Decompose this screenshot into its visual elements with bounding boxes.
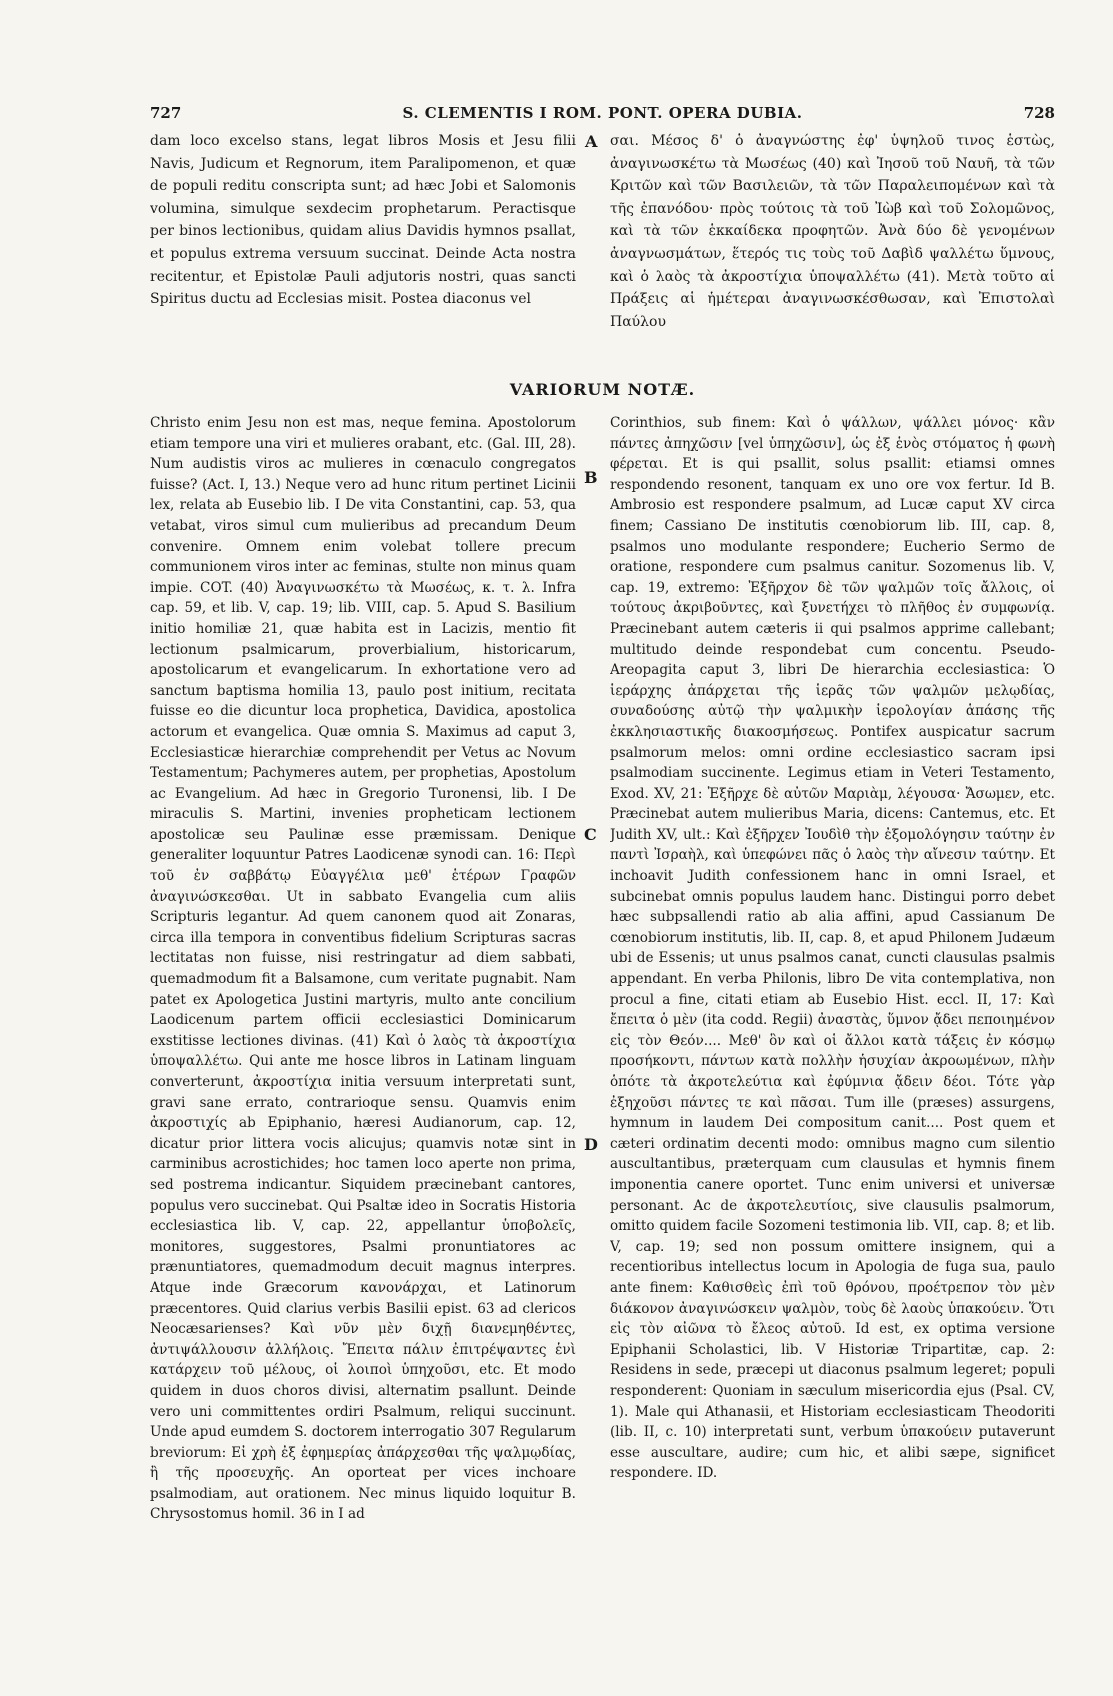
greek-text-column: [610, 130, 1055, 366]
greek-text: σαι. Μέσος δ' ὁ ἀναγνώστης ἐφ' ὑψηλοῦ τινος ἑστὼς, ἀναγινωσκέτω τὰ Μωσέως (40) καὶ Ἰησοῦ τοῦ Ναυῆ, τὰ τῶν Κριτῶν καὶ τῶν Βασιλειῶν, τὰ τῶν Παραλειπομένων καὶ τὰ τῆς ἐπανόδου· πρὸς τούτοις τὰ τοῦ Ἰὼβ καὶ τοῦ Σολομῶνος, καὶ τὰ τῶν ἑκκαίδεκα προφητῶν. Ἀνὰ δύο δὲ γενομένων ἀναγνωσμάτων, ἕτερός τις τοὺς τοῦ Δαβὶδ ψαλλέτω ὕμνους, καὶ ὁ λαὸς τὰ ἀκροστίχια ὑποψαλλέτω (41). Μετὰ τοῦτο αἱ Πράξεις αἱ ἡμέτεραι ἀναγινωσκέσθωσαν, καὶ Ἐπιστολαὶ Παύλου: [610, 133, 1055, 330]
margin-letter-b: B: [584, 468, 598, 487]
margin-letter-a: A: [585, 132, 598, 151]
notes-right-column: [610, 413, 1055, 1585]
running-title: S. CLEMENTIS I ROM. PONT. OPERA DUBIA.: [402, 104, 803, 122]
running-header: [150, 104, 1055, 126]
latin-text: dam loco excelso stans, legat libros Mosis et Jesu filii Navis, Judicum et Regnorum, item Paralipomenon, et quæ de populi reditu conscripta sunt; ad hæc Jobi et Salomonis volumina, simulque sexdecim prophetarum. Peractisque per binos lectionibus, quidam alius Davidis hymnos psallat, et populus extrema versuum succinat. Deinde Acta nostra recitentur, et Epistolæ Pauli adjutoris nostri, quas sancti Spiritus ductu ad Ecclesias misit. Postea diaconus vel: [150, 133, 576, 308]
notes-left-text: Christo enim Jesu non est mas, neque femina. Apostolorum etiam tempore una viri et mulieres orabant, etc. (Gal. III, 28). Num audistis viros ac mulieres in cœnaculo congregatos fuisse? (Act. I, 13.) Neque vero ad hunc ritum pertinet Licinii lex, relata ab Eusebio lib. I De vita Constantini, cap. 53, qua vetabat, viros simul cum mulieribus ad precandum Deum convenire. Omnem enim volebat tollere precum communionem viros inter ac feminas, stulte non minus quam impie. COT. (40) Ἀναγινωσκέτω τὰ Μωσέως, κ. τ. λ. Infra cap. 59, et lib. V, cap. 19; lib. VIII, cap. 5. Apud S. Basilium initio homiliæ 21, quæ habita est in Lacizis, mentio fit lectionum psalmicarum, proverbialium, historicarum, apostolicarum et evangelicarum. In exhortatione vero ad sanctum baptisma homilia 13, paulo post initium, recitata fuisse eo die dicuntur loca prophetica, Davidica, apostolica actorum et evangelica. Quæ omnia S. Maximus ad caput 3, Ecclesiasticæ hierarchiæ comprehendit per Vetus ac Novum Testamentum; Pachymeres autem, per prophetias, Apostolum ac Evangelium. Ad hæc in Gregorio Turonensi, lib. I De miraculis S. Martini, invenies propheticam lectionem apostolicæ seu Paulinæ esse præmissam. Denique generaliter loquuntur Patres Laodicenæ synodi can. 16: Περὶ τοῦ ἐν σαββάτῳ Εὐαγγέλια μεθ' ἑτέρων Γραφῶν ἀναγινώσκεσθαι. Ut in sabbato Evangelia cum aliis Scripturis legantur. Ad quem canonem quod ait Zonaras, circa illa tempora in conventibus fidelium Scripturas sacras lectitatas non fuisse, nisi restringatur ad diem sabbati, quemadmodum fit a Balsamone, cum veritate pugnabit. Nam patet ex Apologetica Justini martyris, multo ante concilium Laodicenum partem officii ecclesiastici Dominicarum exstitisse lectiones divinas. (41) Καὶ ὁ λαὸς τὰ ἀκροστίχια ὑποψαλλέτω. Qui ante me hosce libros in Latinam linguam converterunt, ἀκροστίχια initia versuum interpretati sunt, gravi sane errato, contrarioque sensu. Quamvis enim ἀκροστιχίς ab Epiphanio, hæresi Audianorum, cap. 12, dicatur prior littera vocis alicujus; quamvis notæ sint in carminibus acrostichides; hoc tamen loco aperte non prima, sed postrema indicantur. Siquidem præcinebant cantores, populus vero succinebat. Qui Psaltæ ideo in Socratis Historia ecclesiastica lib. V, cap. 22, appellantur ὑποβολεῖς, monitores, suggestores, Psalmi pronuntiatores ac prænuntiatores, quemadmodum decuit magnus interpres. Atque inde Græcorum κανονάρχαι, et Latinorum præcentores. Quid clarius verbis Basilii epist. 63 ad clericos Neocæsarienses? Καὶ νῦν μὲν διχῇ διανεμηθέντες, ἀντιψάλλουσιν ἀλλήλοις. Ἔπειτα πάλιν ἐπιτρέψαντες ἑνὶ κατάρχειν τοῦ μέλους, οἱ λοιποὶ ὑπηχοῦσι, etc. Et modo quidem in duos choros divisi, alternatim psallunt. Deinde vero uni committentes ordiri Psalmum, reliqui succinunt. Unde apud eumdem S. doctorem interrogatio 307 Regularum breviorum: Εἰ χρὴ ἐξ ἐφημερίας ἀπάρχεσθαι τῆς ψαλμῳδίας, ἢ τῆς προσευχῆς. An oporteat per vices inchoare psalmodiam, aut orationem. Nec minus liquido loquitur B. Chrysostomus homil. 36 in I ad: [150, 415, 576, 1523]
notes-left-column: [150, 413, 576, 1585]
page-number-left: 727: [150, 104, 182, 122]
latin-text-column: [150, 130, 576, 366]
page-number-right: 728: [1023, 104, 1055, 122]
notes-right-text: Corinthios, sub finem: Καὶ ὁ ψάλλων, ψάλλει μόνος· κἂν πάντες ἀπηχῶσιν [vel ὑπηχῶσιν], ὡς ἐξ ἑνὸς στόματος ἡ φωνὴ φέρεται. Et is qui psallit, solus psallit: etiamsi omnes respondendo resonent, tanquam ex uno ore vox fertur. Id B. Ambrosio est respondere psalmum, ad Lucæ caput XV circa finem; Cassiano De institutis cœnobiorum lib. III, cap. 8, psalmos uno modulante respondere; Eucherio Sermo de oratione, respondere cum psalmus canitur. Sozomenus lib. V, cap. 19, extremo: Ἐξῆρχον δὲ τῶν ψαλμῶν τοῖς ἄλλοις, οἱ τούτους ἀκριβοῦντες, καὶ ξυνετήχει τὸ πλῆθος ἐν συμφωνίᾳ. Præcinebant autem cæteris ii qui psalmos apprime callebant; multitudo deinde respondebat cum concentu. Pseudo-Areopagita caput 3, libri De hierarchia ecclesiastica: Ὁ ἱεράρχης ἀπάρχεται τῆς ἱερᾶς τῶν ψαλμῶν μελῳδίας, συναδούσης αὐτῷ τὴν ψαλμικὴν ἱερολογίαν ἁπάσης τῆς ἐκκλησιαστικῆς διακοσμήσεως. Pontifex auspicatur sacrum psalmorum melos: omni ordine ecclesiastico sacram ipsi psalmodiam succinente. Legimus etiam in Veteri Testamento, Exod. XV, 21: Ἐξῆρχε δὲ αὐτῶν Μαριὰμ, λέγουσα· Ἄσωμεν, etc. Præcinebat autem mulieribus Maria, dicens: Cantemus, etc. Et Judith XV, ult.: Καὶ ἐξῆρχεν Ἰουδὶθ τὴν ἐξομολόγησιν ταύτην ἐν παντὶ Ἰσραὴλ, καὶ ὑπεφώνει πᾶς ὁ λαὸς τὴν αἴνεσιν ταύτην. Et inchoavit Judith confessionem hanc in omni Israel, et subcinebat omnis populus laudem hanc. Distingui porro debet hæc subpsallendi ratio ab alia affini, apud Cassianum De cœnobiorum institutis, lib. II, cap. 8, et apud Philonem Judæum ubi de Essenis; ut unus psalmos canat, cuncti clausulas psalmis appendant. En verba Philonis, libro De vita contemplativa, non procul a fine, citati etiam ab Eusebio Hist. eccl. II, 17: Καὶ ἔπειτα ὁ μὲν (ita codd. Regii) ἀναστὰς, ὕμνον ᾄδει πεποιημένον εἰς τὸν Θεόν.... Μεθ' ὃν καὶ οἱ ἄλλοι κατὰ τάξεις ἐν κόσμῳ προσήκοντι, πάντων κατὰ πολλὴν ἡσυχίαν ἀκροωμένων, πλὴν ὁπότε τὰ ἀκροτελεύτια καὶ ἐφύμνια ᾄδειν δέοι. Τότε γὰρ ἐξηχοῦσι πάντες τε καὶ πᾶσαι. Tum ille (præses) assurgens, hymnum in laudem Dei compositum canit.... Post quem et cæteri ordinatim decenti modo: omnibus magno cum silentio auscultantibus, præterquam cum clausulas et hymnis finem imponentia canere oportet. Tunc enim universi et universæ personant. Ac de ἀκροτελευτίοις, sive clausulis psalmorum, omitto quidem facile Sozomeni testimonia lib. VII, cap. 8; et lib. V, cap. 19; sed non possum omittere insignem, qui a recentioribus intellectus locum in Apologia de fuga sua, paulo ante finem: Καθισθεὶς ἐπὶ τοῦ θρόνου, προέτρεπον τὸν μὲν διάκονον ἀναγινώσκειν ψαλμὸν, τοὺς δὲ λαοὺς ὑπακούειν. Ὅτι εἰς τὸν αἰῶνα τὸ ἔλεος αὐτοῦ. Id est, ex optima versione Epiphanii Scholastici, lib. V Historiæ Tripartitæ, cap. 2: Residens in sede, præcepi ut diaconus psalmum legeret; populi responderent: Quoniam in sæculum misericordia ejus (Psal. CV, 1). Male qui Athanasii, et Historiam ecclesiasticam Theodoriti (lib. II, c. 10) interpretati sunt, verbum ὑπακούειν putaverunt esse auscultare, audire; cum hic, et alibi sæpe, significet respondere. ID.: [610, 415, 1055, 1482]
margin-letter-c: C: [584, 825, 597, 844]
margin-letter-d: D: [584, 1135, 598, 1154]
notes-heading: VARIORUM NOTÆ.: [509, 380, 696, 399]
